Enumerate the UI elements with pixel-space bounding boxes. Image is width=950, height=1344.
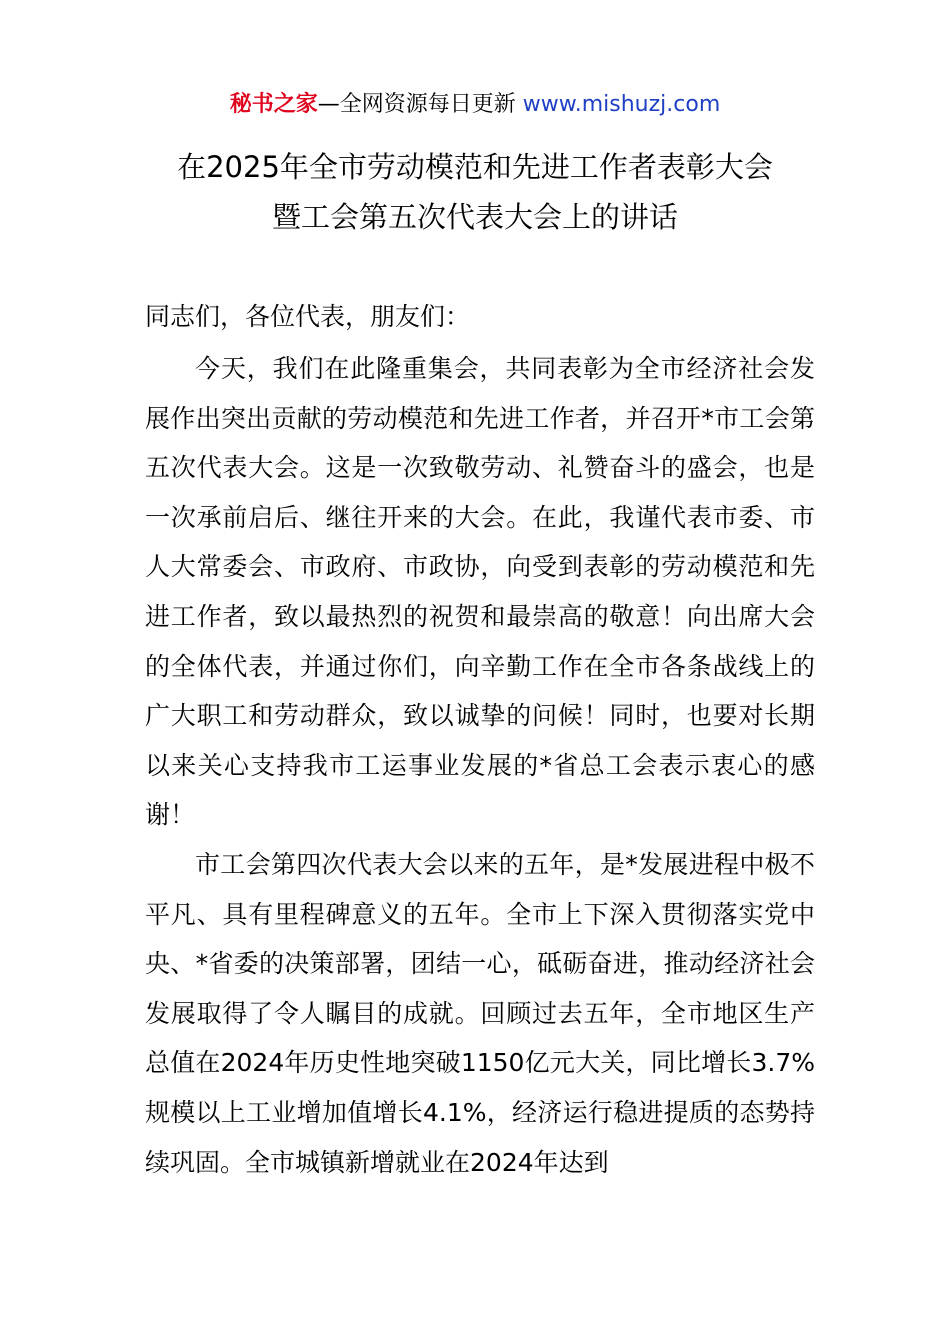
salutation: 同志们，各位代表，朋友们： bbox=[145, 302, 471, 331]
body-paragraph-2: 市工会第四次代表大会以来的五年，是*发展进程中极不平凡、具有里程碑意义的五年。全市上下深入贯彻落实党中央、*省委的决策部署，团结一心，砥砺奋进，推动经济社会发展取得了令人瞩目的成就。回顾过去五年，全市地区生产总值在2024年历史性地突破1150亿元大关，同比增长3.7%规模以上工业增加值增长4.1%，经济运行稳进提质的态势持续巩固。全市城镇新增就业在2024年达到 bbox=[145, 850, 815, 1177]
site-tagline: —全网资源每日更新 bbox=[317, 92, 523, 117]
site-brand: 秘书之家 bbox=[229, 92, 318, 117]
document-title-line-1: 在2025年全市劳动模范和先进工作者表彰大会 bbox=[177, 150, 773, 184]
site-header bbox=[0, 88, 950, 122]
document-title-line-2: 暨工会第五次代表大会上的讲话 bbox=[271, 200, 678, 234]
body-paragraph-1: 今天，我们在此隆重集会，共同表彰为全市经济社会发展作出突出贡献的劳动模范和先进工作者，并召开*市工会第五次代表大会。这是一次致敬劳动、礼赞奋斗的盛会，也是一次承前启后、继往开来的大会。在此，我谨代表市委、市人大常委会、市政府、市政协，向受到表彰的劳动模范和先进工作者，致以最热烈的祝贺和最崇高的敬意！向出席大会的全体代表，并通过你们，向辛勤工作在全市各条战线上的广大职工和劳动群众，致以诚挚的问候！同时，也要对长期以来关心支持我市工运事业发展的*省总工会表示衷心的感谢！ bbox=[145, 354, 815, 830]
site-url-link[interactable]: www.mishuzj.com bbox=[522, 92, 721, 117]
